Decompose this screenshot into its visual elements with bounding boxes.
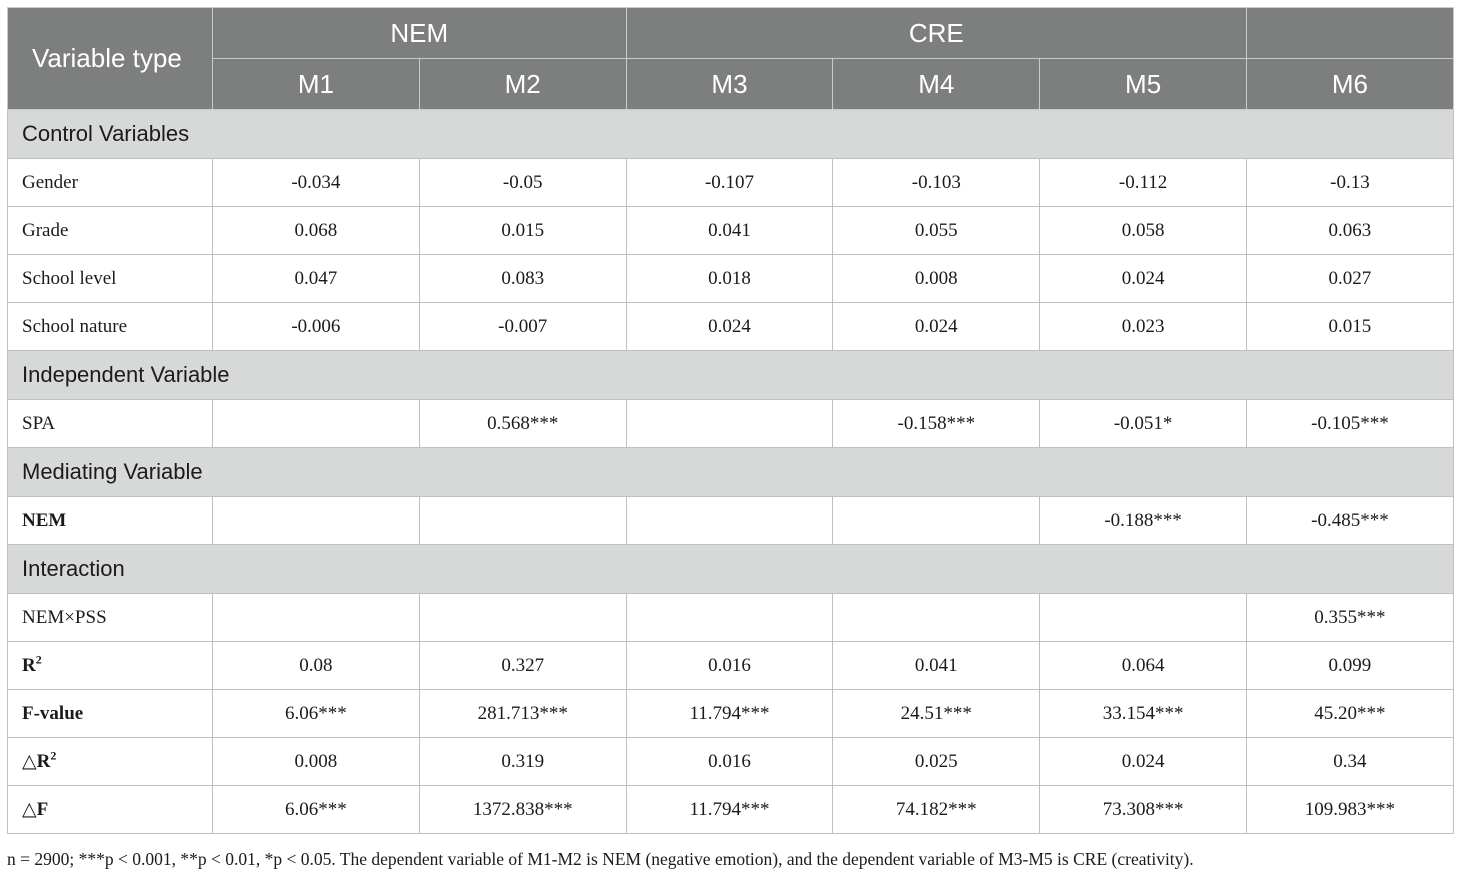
table-cell: 0.319 bbox=[419, 738, 626, 786]
table-row bbox=[8, 738, 1454, 786]
table-cell: 0.027 bbox=[1247, 255, 1454, 303]
table-cell: 0.568*** bbox=[419, 400, 626, 448]
header-model: M5 bbox=[1040, 59, 1247, 110]
row-label-text: △R bbox=[22, 751, 51, 772]
table-cell bbox=[419, 594, 626, 642]
table-cell: 11.794*** bbox=[626, 786, 833, 834]
table-cell: 109.983*** bbox=[1247, 786, 1454, 834]
table-cell bbox=[213, 594, 420, 642]
table-cell: 0.327 bbox=[419, 642, 626, 690]
table-row bbox=[8, 400, 1454, 448]
table-cell: 74.182*** bbox=[833, 786, 1040, 834]
table-cell: 0.063 bbox=[1247, 207, 1454, 255]
table-cell: 0.041 bbox=[626, 207, 833, 255]
row-label: F-value bbox=[8, 690, 213, 738]
section-row bbox=[8, 351, 1454, 400]
superscript: 2 bbox=[50, 748, 57, 763]
row-label: School nature bbox=[8, 303, 213, 351]
table-cell: 0.083 bbox=[419, 255, 626, 303]
table-cell: -0.105*** bbox=[1247, 400, 1454, 448]
table-cell bbox=[833, 497, 1040, 545]
row-label bbox=[8, 642, 213, 690]
section-row bbox=[8, 545, 1454, 594]
header-variable-type: Variable type bbox=[8, 8, 213, 110]
table-row bbox=[8, 594, 1454, 642]
table-cell: 0.025 bbox=[833, 738, 1040, 786]
table-cell: 0.018 bbox=[626, 255, 833, 303]
section-independent-variable: Independent Variable bbox=[8, 351, 1454, 400]
table-cell: -0.188*** bbox=[1040, 497, 1247, 545]
header-group-empty bbox=[1247, 8, 1454, 59]
table-cell: 45.20*** bbox=[1247, 690, 1454, 738]
header-group-nem: NEM bbox=[213, 8, 627, 59]
table-cell: 0.008 bbox=[213, 738, 420, 786]
table-cell: -0.007 bbox=[419, 303, 626, 351]
table-cell: 0.34 bbox=[1247, 738, 1454, 786]
table-cell: 0.024 bbox=[1040, 255, 1247, 303]
table-cell: 0.015 bbox=[1247, 303, 1454, 351]
table-footnote: n = 2900; ***p < 0.001, **p < 0.01, *p < 0.05. The dependent variable of M1-M2 is NEM (negative emotion), and the dependent variable of M3-M5 is CRE (creativity). bbox=[7, 849, 1194, 869]
table-cell: 0.055 bbox=[833, 207, 1040, 255]
table-cell: -0.051* bbox=[1040, 400, 1247, 448]
row-label: NEM bbox=[8, 497, 213, 545]
table-cell bbox=[626, 400, 833, 448]
table-cell: 0.016 bbox=[626, 642, 833, 690]
header-model: M6 bbox=[1247, 59, 1454, 110]
table-row bbox=[8, 255, 1454, 303]
regression-table bbox=[7, 7, 1454, 834]
table-cell: 0.024 bbox=[833, 303, 1040, 351]
table-cell: -0.158*** bbox=[833, 400, 1040, 448]
section-interaction: Interaction bbox=[8, 545, 1454, 594]
row-label: Grade bbox=[8, 207, 213, 255]
table-cell: 0.099 bbox=[1247, 642, 1454, 690]
table-cell: -0.112 bbox=[1040, 159, 1247, 207]
table-cell: 0.068 bbox=[213, 207, 420, 255]
section-control-variables: Control Variables bbox=[8, 110, 1454, 159]
table-row bbox=[8, 642, 1454, 690]
header-model: M2 bbox=[419, 59, 626, 110]
table-cell: 0.058 bbox=[1040, 207, 1247, 255]
row-label: SPA bbox=[8, 400, 213, 448]
table-cell: 0.008 bbox=[833, 255, 1040, 303]
table-cell: -0.006 bbox=[213, 303, 420, 351]
table-cell: 0.016 bbox=[626, 738, 833, 786]
table-cell: -0.05 bbox=[419, 159, 626, 207]
table-row bbox=[8, 690, 1454, 738]
row-label bbox=[8, 738, 213, 786]
table-cell: 0.041 bbox=[833, 642, 1040, 690]
regression-table-container bbox=[7, 7, 1453, 834]
header-model: M3 bbox=[626, 59, 833, 110]
table-row bbox=[8, 786, 1454, 834]
table-cell: 6.06*** bbox=[213, 690, 420, 738]
table-cell: -0.13 bbox=[1247, 159, 1454, 207]
table-cell bbox=[626, 594, 833, 642]
header-row-models bbox=[8, 59, 1454, 110]
table-cell: -0.107 bbox=[626, 159, 833, 207]
table-row bbox=[8, 159, 1454, 207]
table-cell bbox=[1040, 594, 1247, 642]
table-cell bbox=[419, 497, 626, 545]
row-label: NEM×PSS bbox=[8, 594, 213, 642]
header-model: M4 bbox=[833, 59, 1040, 110]
section-row bbox=[8, 110, 1454, 159]
table-row bbox=[8, 303, 1454, 351]
section-mediating-variable: Mediating Variable bbox=[8, 448, 1454, 497]
table-cell: 0.047 bbox=[213, 255, 420, 303]
superscript: 2 bbox=[35, 652, 42, 667]
table-cell: -0.103 bbox=[833, 159, 1040, 207]
table-cell: 0.355*** bbox=[1247, 594, 1454, 642]
table-cell: 0.024 bbox=[626, 303, 833, 351]
table-cell bbox=[833, 594, 1040, 642]
table-cell: 24.51*** bbox=[833, 690, 1040, 738]
row-label: Gender bbox=[8, 159, 213, 207]
header-row-groups bbox=[8, 8, 1454, 59]
header-model: M1 bbox=[213, 59, 420, 110]
table-cell: 0.08 bbox=[213, 642, 420, 690]
table-cell: 33.154*** bbox=[1040, 690, 1247, 738]
table-cell bbox=[213, 400, 420, 448]
table-cell: 73.308*** bbox=[1040, 786, 1247, 834]
table-cell: 0.023 bbox=[1040, 303, 1247, 351]
table-row bbox=[8, 497, 1454, 545]
table-cell: 11.794*** bbox=[626, 690, 833, 738]
row-label: School level bbox=[8, 255, 213, 303]
table-cell: 0.064 bbox=[1040, 642, 1247, 690]
table-cell: 0.015 bbox=[419, 207, 626, 255]
table-cell bbox=[626, 497, 833, 545]
table-cell: 281.713*** bbox=[419, 690, 626, 738]
table-cell: -0.485*** bbox=[1247, 497, 1454, 545]
table-cell bbox=[213, 497, 420, 545]
row-label-text: R bbox=[22, 654, 36, 676]
table-cell: 6.06*** bbox=[213, 786, 420, 834]
section-row bbox=[8, 448, 1454, 497]
table-cell: 0.024 bbox=[1040, 738, 1247, 786]
table-row bbox=[8, 207, 1454, 255]
table-cell: 1372.838*** bbox=[419, 786, 626, 834]
row-label: △F bbox=[8, 786, 213, 834]
header-group-cre: CRE bbox=[626, 8, 1246, 59]
table-cell: -0.034 bbox=[213, 159, 420, 207]
